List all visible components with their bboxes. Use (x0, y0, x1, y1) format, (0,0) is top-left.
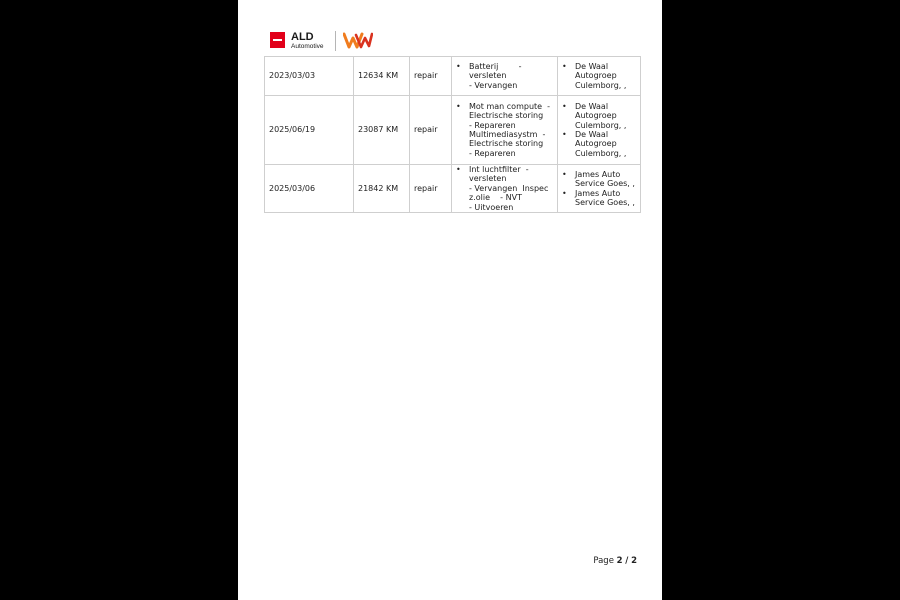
page-current: 2 (616, 556, 623, 566)
date-cell: 2025/06/19 (265, 96, 354, 165)
garage-item: • James Auto Service Goes, , (562, 170, 636, 189)
date-cell: 2023/03/03 (265, 57, 354, 96)
page-total: 2 (631, 556, 637, 566)
maintenance-history-table (264, 56, 641, 213)
details-item: • Mot man compute - Electrische storing - Repareren Multimediasystm - Electrische storing - Repareren (456, 102, 553, 158)
garage-item: • De Waal Autogroep Culemborg, , (562, 130, 636, 158)
date-cell: 2025/03/06 (265, 165, 354, 213)
garage-cell (558, 96, 641, 165)
garage-cell (558, 57, 641, 96)
document-page (238, 0, 662, 600)
mileage-cell: 21842 KM (354, 165, 410, 213)
garage-item: • James Auto Service Goes, , (562, 189, 636, 208)
table-row (265, 96, 641, 165)
details-cell (452, 165, 558, 213)
page-label: Page (593, 556, 614, 566)
details-cell (452, 96, 558, 165)
details-item: • Int luchtfilter - versleten - Vervangen Inspec z.olie - NVT - Uitvoeren (456, 165, 553, 212)
table-row (265, 57, 641, 96)
page-number (593, 556, 637, 566)
w-brand-logo-icon (343, 32, 373, 53)
logo-divider (335, 31, 336, 51)
ald-logo-subtitle: Automotive (291, 43, 324, 50)
page-separator: / (625, 556, 629, 566)
table-row (265, 165, 641, 213)
type-cell: repair (410, 57, 452, 96)
garage-cell (558, 165, 641, 213)
mileage-cell: 23087 KM (354, 96, 410, 165)
garage-item: • De Waal Autogroep Culemborg, , (562, 102, 636, 130)
type-cell: repair (410, 165, 452, 213)
ald-logo-name: ALD (291, 31, 314, 43)
details-item: • Batterij - versleten - Vervangen (456, 62, 553, 90)
mileage-cell: 12634 KM (354, 57, 410, 96)
garage-item: • De Waal Autogroep Culemborg, , (562, 62, 636, 90)
ald-logo-mark (270, 32, 285, 48)
details-cell (452, 57, 558, 96)
type-cell: repair (410, 96, 452, 165)
